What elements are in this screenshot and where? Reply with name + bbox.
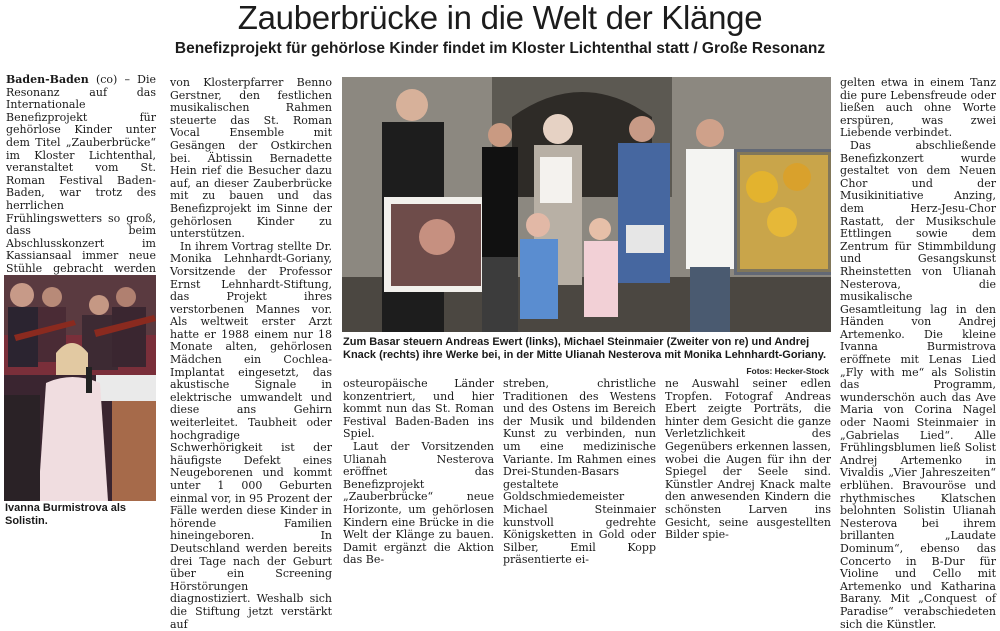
photo-credit: Fotos: Hecker-Stock (746, 366, 829, 376)
paragraph: osteuropäische Länder konzentriert, und hier kommt nun das St. Roman Festival Baden-Baden ins Spiel. (343, 377, 494, 441)
photo-group (342, 77, 831, 332)
paragraph: Baden-Baden (co) – Die Resonanz auf das Internationale Benefizprojekt für gehörlose Kinder unter dem Titel „Zauberbrücke“ im Kloster Lichtenthal, veranstaltet vom St. Roman Festival Baden-Baden, war trotz des herrlichen Frühlingswetters so groß, dass beim Abschlusskonzert im Kassiansaal immer neue Stühle gebracht werden (6, 73, 156, 275)
paragraph: In ihrem Vortrag stellte Dr. Monika Lehnhardt-Goriany, Vorsitzende der Professor Ernst Lehnhardt-Stiftung, das Projekt ihres verstorbenen Mannes vor. Als weltweit erster Arzt hatte er 1988 einem nur 18 Monate alten, gehörlosen Mädchen ein Cochlea-Implantat eingesetzt, das akustische Signale in elektrische umwandelt und diese ans Gehirn weiterleitet. Taubheit oder hochgradige Schwerhörigkeit ist der häufigste Defekt eines Neugeborenen und kommt unter 1 000 Geburten einmal vor, in 95 Prozent der Fälle werden diese Kinder in hörende Familien hineingeboren. In Deutschland werden bereits drei Tage nach der Geburt über ein Screening Hörstörungen diagnostiziert. Weshalb sich die Stiftung jetzt verstärkt auf (170, 239, 332, 631)
article-column-2 (170, 76, 332, 631)
article-column-6 (840, 76, 996, 631)
dateline: Baden-Baden (6, 73, 89, 86)
paragraph: streben, christliche Traditionen des Westens und des Ostens im Bereich der Musik und bildenden Kunst zu verbinden, nun um eine medizinische Variante. Im Rahmen eines Drei-Stunden-Basars gestaltete Goldschmiedemeister Michael Steinmaier kunstvoll gedrehte Königsketten in Gold oder Silber, Emil Kopp präsentierte ei- (503, 377, 656, 567)
paragraph: Laut der Vorsitzenden Ulianah Nesterova eröffnet das Benefizprojekt „Zauberbrücke“ neue Horizonte, um gehörlosen Kindern eine Brücke in die Welt der Klänge zu bauen. Damit ergänzt die Aktion das Be- (343, 439, 494, 567)
paragraph: von Klosterpfarrer Benno Gerstner, den festlichen musikalischen Rahmen steuerte das St. Roman Vocal Ensemble mit Gesängen der Ostkirchen bei. Äbtissin Bernadette Hein rief die Besucher dazu auf, an dieser Zauberbrücke mit zu bauen und das Benefizprojekt im Sinne der gehörlosen Kinder zu unterstützen. (170, 76, 332, 241)
photo-group-caption: Zum Basar steuern Andreas Ewert (links), Michael Steinmaier (Zweiter von re) und Andrej Knack (rechts) ihre Werke bei, in der Mitte Ulianah Nesterova mit Monika Lehnhardt-Goriany. (343, 336, 827, 361)
article-column-4 (503, 377, 656, 567)
article-column-1 (6, 74, 156, 274)
photo-soloist (4, 275, 156, 501)
headline: Zauberbrücke in die Welt der Klänge (237, 0, 763, 36)
paragraph: ne Auswahl seiner edlen Tropfen. Fotograf Andreas Ebert zeigte Porträts, die hinter dem Gesicht die ganze Verletzlichkeit des Gegenübers erkennen lassen, wobei die Augen für ihn der Spiegel der Seele sind. Künstler Andrej Knack malte den anwesenden Kindern die schönsten Larven ins Gesicht, seine ausgestellten Bilder spie- (665, 377, 831, 542)
subheadline: Benefizprojekt für gehörlose Kinder findet im Kloster Lichtenthal statt / Große Resonanz (174, 40, 826, 57)
photo-soloist-caption: Ivanna Burmistrova als Solistin. (5, 502, 127, 527)
article-column-5 (665, 377, 831, 542)
paragraph: gelten etwa in einem Tanz die pure Lebensfreude oder ließen auch ohne Worte erspüren, was zwei Liebende verbindet. (840, 76, 996, 140)
paragraph: Das abschließende Benefizkonzert wurde gestaltet von dem Neuen Chor und der Musikinitiative Anzing, dem Herz-Jesu-Chor Rastatt, der Musikschule Ettlingen sowie dem Zentrum für Stimmbildung und Gesangskunst Rheinstetten von Ulianah Nesterova, die musikalische Gesamtleitung lag in den Händen von Andrej Artemenko. Die kleine Ivanna Burmistrova eröffnete mit Lenas Lied „Fly with me“ als Solistin das Programm, wunderschön auch das Ave Maria von Corina Nagel oder Naomi Steinmaier in „Gabrielas Lied“. Alle Frühlingsblumen ließ Solist Andrej Artemenko in Vivaldis „Vier Jahreszeiten“ erblühen. Bravouröse und rhythmisches Klatschen belohnten Solistin Ulianah Nesterova bei ihrem brillanten „Laudate Dominum“, ebenso das Concerto in B-Dur für Violine und Cello mit Artemenko und Katharina Barany. Mit „Conquest of Paradise“ verabschiedeten sich die Künstler. (840, 138, 996, 631)
article-column-3 (343, 377, 494, 567)
